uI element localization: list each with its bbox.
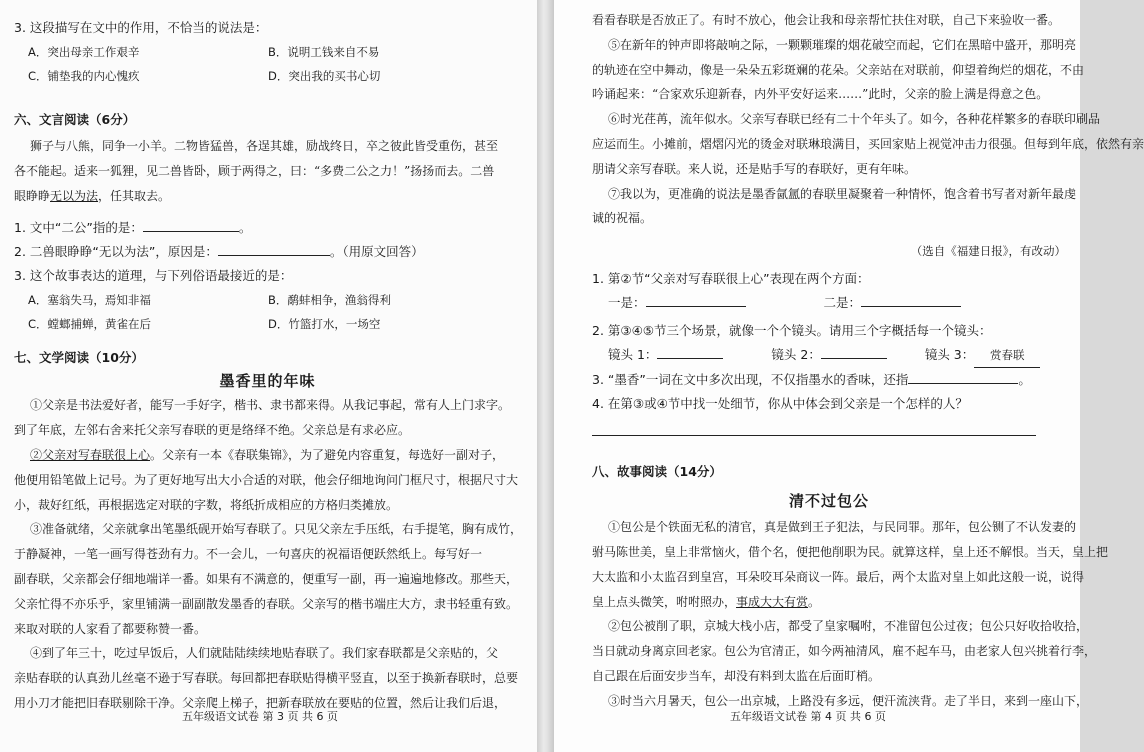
underlined-sentence: ②父亲对写春联很上心 xyxy=(30,447,151,462)
page-footer: 五年级语文试卷 第 4 页 共 6 页 xyxy=(730,710,886,723)
exam-page-4 xyxy=(554,0,1144,752)
underlined-phrase: 事成大大有赏 xyxy=(736,594,809,609)
lens-3-answer: 赏春联 xyxy=(974,343,1040,368)
classical-passage xyxy=(14,134,521,208)
classical-line: 狮子与八熊，同争一小羊。二物皆猛兽，各逞其雄，励战终日，卒之彼此皆受重伤，甚至 xyxy=(30,139,499,153)
page-fold xyxy=(537,0,554,752)
article-paragraph-6: ⑥时光荏苒，流年似水。父亲写春联已经有二十个年头了。如今，各种花样繁多的春联印刷品 应运而生。小摊前，熠熠闪光的烫金对联琳琅满目，买回家贴上视觉冲击力很强。但每到年底，依然有亲 朋请父亲写春联。来人说，还是贴手写的春联好，更有年味。 xyxy=(592,112,1144,176)
answer-blank[interactable] xyxy=(821,344,887,359)
question-3-options xyxy=(14,40,521,88)
question-7-4: 4. 在第③或④节中找一处细节，你从中体会到父亲是一个怎样的人？ xyxy=(592,396,968,412)
option-a: A．塞翁失马，焉知非福 xyxy=(28,293,151,308)
article-title: 墨香里的年味 xyxy=(219,372,316,391)
exam-page-3 xyxy=(0,0,537,752)
answer-blank[interactable] xyxy=(218,241,330,256)
classical-line: 各不能起。适来一狐狸，见二兽皆卧，顾于两得之，曰：“多费二公之力！”扬扬而去。二兽 xyxy=(14,163,495,178)
question-6-3-options xyxy=(14,288,521,336)
question-7-1-answers: 一是： 二是： xyxy=(592,291,1066,315)
question-6-1: 1. 文中“二公”指的是： 。 xyxy=(14,216,521,240)
question-6-3: 3. 这个故事表达的道理，与下列俗语最接近的是： xyxy=(14,268,293,284)
answer-line[interactable] xyxy=(592,434,1036,436)
article-source: （选自《福建日报》，有改动） xyxy=(910,244,1066,259)
answer-blank[interactable] xyxy=(861,292,961,307)
story-paragraph-2: ②包公被削了职，京城大栈小店，都受了皇家嘱咐，不准留包公过夜；包公只好收拾收拾， 当日就动身离京回老家。包公为官清正，如今两袖清风，雇不起车马，由老家人包兴挑着行李， 自己跟在后面安步当车，却没有料到太监在后面盯梢。 xyxy=(592,619,1097,683)
article-paragraph-5: ⑤在新年的钟声即将敲响之际，一颗颗璀璨的烟花破空而起，它们在黑暗中盛开，那明亮 的轨迹在空中舞动，像是一朵朵五彩斑斓的花朵。父亲站在对联前，仰望着绚烂的烟花，不由 吟诵起来：“合家欢乐迎新春，内外平安好运来……”此时，父亲的脸上满是得意之色。 xyxy=(592,37,1085,102)
story-title: 清不过包公 xyxy=(788,492,869,511)
article-paragraph-7: ⑦我以为，更准确的说法是墨香氤氲的春联里凝聚着一种情怀，饱含着书写者对新年最虔 诚的祝福。 xyxy=(592,186,1077,226)
page-footer: 五年级语文试卷 第 3 页 共 6 页 xyxy=(182,710,338,723)
option-c: C．螳螂捕蝉，黄雀在后 xyxy=(28,317,152,332)
section-7-title: 七、文学阅读（10分） xyxy=(14,350,144,366)
option-a: A．突出母亲工作艰辛 xyxy=(28,45,140,59)
answer-blank[interactable] xyxy=(908,369,1018,384)
option-b: B．说明工钱来自不易 xyxy=(268,45,380,59)
underlined-phrase: 无以为法 xyxy=(50,188,99,203)
question-7-1: 1. 第②节“父亲对写春联很上心”表现在两个方面： xyxy=(592,271,870,287)
question-3-stem: 3. 这段描写在文中的作用，不恰当的说法是： xyxy=(14,20,268,35)
answer-blank[interactable] xyxy=(657,344,723,359)
question-6-2: 2. 二兽眼睁睁“无以为法”，原因是： 。（用原文回答） xyxy=(14,240,521,264)
question-7-2-answers: 镜头 1： 镜头 2： 镜头 3： 赏春联 xyxy=(592,343,1066,368)
question-7-2: 2. 第③④⑤节三个场景，就像一个个镜头。请用三个字概括每一个镜头： xyxy=(592,323,992,339)
article-paragraph-4: ④到了年三十，吃过早饭后，人们就陆陆续续地贴春联了。我们家春联都是父亲贴的，父 亲贴春联的认真劲儿丝毫不逊于写春联。每回都把春联贴得横平竖直，以至于换新春联时，总要 用小刀才能把旧春联剔除干净。父亲爬上梯子，把新春联放在要贴的位置，然后让我们后退， xyxy=(14,646,519,710)
article-paragraph-2: ②父亲对写春联很上心。父亲有一本《春联集锦》，为了避免内容重复，每选好一副对子， 他便用铅笔做上记号。为了更好地写出大小合适的对联，他会仔细地询问门框尺寸，根据尺寸大 小，裁好红纸，再根据选定对联的字数，将纸折成相应的方格归类摊放。 xyxy=(14,447,519,512)
answer-blank[interactable] xyxy=(143,217,239,232)
answer-blank[interactable] xyxy=(646,292,746,307)
option-d: D．竹篮打水，一场空 xyxy=(268,317,381,332)
option-c: C．铺垫我的内心愧疚 xyxy=(28,69,140,83)
option-b: B．鹬蚌相争，渔翁得利 xyxy=(268,293,391,308)
classical-line: 眼睁睁无以为法，任其取去。 xyxy=(14,188,171,203)
article-paragraph-1: ①父亲是书法爱好者，能写一手好字，楷书、隶书都来得。从我记事起，常有人上门求字。 到了年底，左邻右舍来托父亲写春联的更是络绎不绝。父亲总是有求必应。 xyxy=(14,398,511,438)
option-d: D．突出我的买书心切 xyxy=(268,69,381,83)
question-7-3: 3. “墨香”一词在文中多次出现，不仅指墨水的香味，还指 。 xyxy=(592,368,1066,392)
article-paragraph-4-cont: 看看春联是否放正了。有时不放心，他会让我和母亲帮忙扶住对联，自己下来验收一番。 xyxy=(592,13,1061,27)
section-6-title: 六、文言阅读（6分） xyxy=(14,112,136,127)
story-paragraph-3: ③时当六月暑天，包公一出京城，上路没有多远，便汗流浃背。走了半日，来到一座山下， xyxy=(608,693,1089,708)
story-paragraph-1: ①包公是个铁面无私的清官，真是做到王子犯法，与民同罪。那年，包公铡了不认发妻的 驸马陈世美，皇上非常恼火，借个名，便把他削职为民。就算这样，皇上还不解恨。当天，皇上把 大太监和小太监召到皇宫，耳朵咬耳朵商议一阵。最后，两个太监对皇上如此这般一说，说得 皇上点头微笑，咐咐照办，事成大大有赏。 xyxy=(592,520,1109,609)
section-8-title: 八、故事阅读（14分） xyxy=(592,464,722,480)
article-paragraph-3: ③准备就绪，父亲就拿出笔墨纸砚开始写春联了。只见父亲左手压纸，右手提笔，胸有成竹， 于静凝神，一笔一画写得苍劲有力。不一会儿，一句喜庆的祝福语便跃然纸上。每写好一 副春联，父亲都会仔细地端详一番。如果有不满意的，便重写一副，再一遍遍地修改。那些天， 父亲忙得不亦乐乎，家里铺满一副副散发墨香的春联。父亲写的楷书端庄大方，隶书轻重有致。 来取对联的人家看了都要称赞一番。 xyxy=(14,522,523,636)
